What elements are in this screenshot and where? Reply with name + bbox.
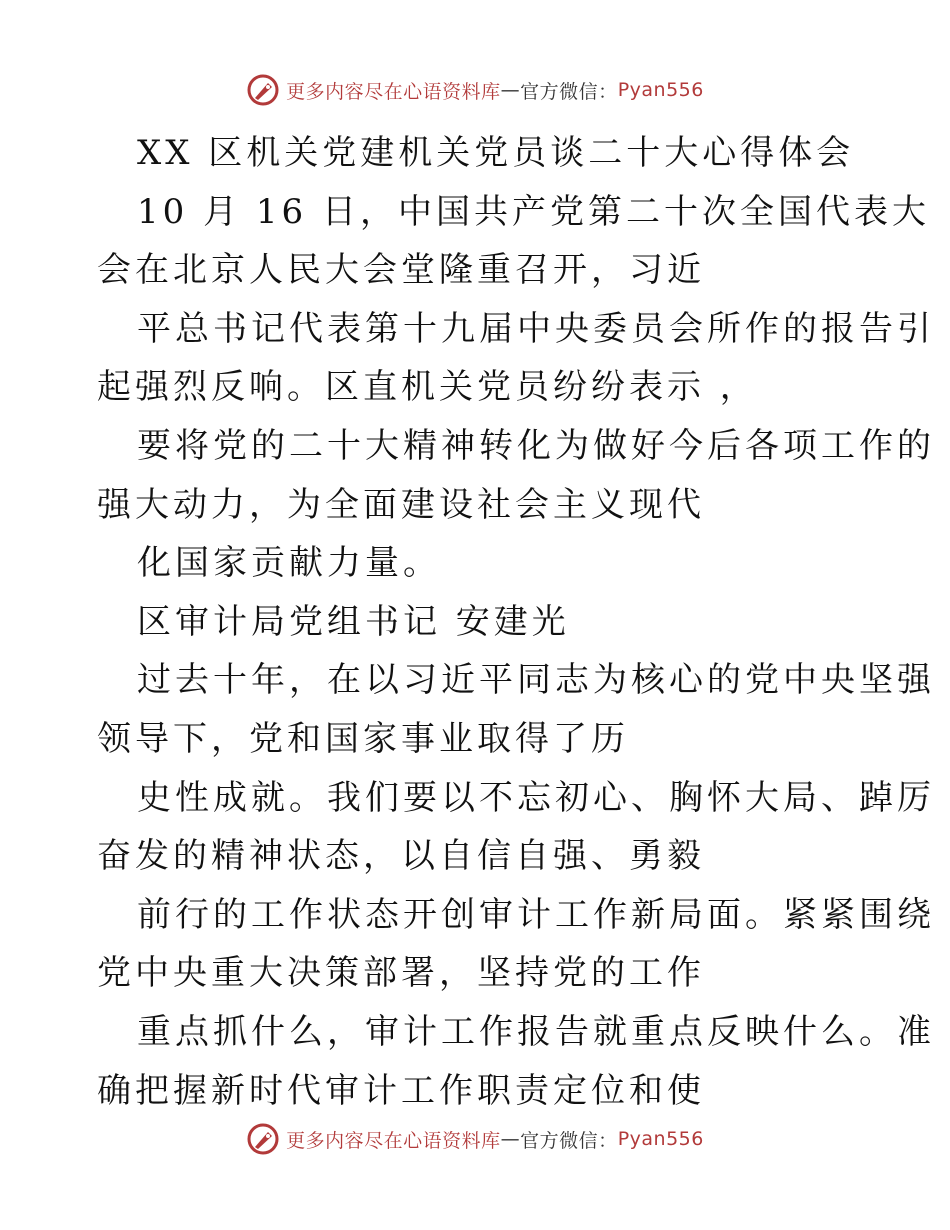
banner-official-label: 官方微信： (520, 80, 618, 103)
text-line: 确把握新时代审计工作职责定位和使 (97, 1070, 705, 1111)
text-line: 10 月 16 日，中国共产党第二十次全国代表大 (137, 191, 930, 232)
text-line: 要将党的二十大精神转化为做好今后各项工作的 (137, 425, 935, 466)
text-line: 重点抓什么，审计工作报告就重点反映什么。准 (137, 1011, 935, 1052)
text-line: 平总书记代表第十九届中央委员会所作的报告引 (137, 308, 935, 349)
text-line: 前行的工作状态开创审计工作新局面。紧紧围绕 (137, 894, 935, 935)
footer-banner (0, 1119, 950, 1159)
text-line: 过去十年，在以习近平同志为核心的党中央坚强 (137, 660, 935, 701)
banner-title: 更多内容尽在心语资料库 (286, 1129, 501, 1152)
banner-separator: — (500, 79, 521, 101)
banner-official-label: 官方微信： (520, 1129, 618, 1152)
text-line: 史性成就。我们要以不忘初心、胸怀大局、踔厉 (137, 777, 935, 818)
pen-nib-circle-icon (246, 73, 280, 107)
banner-separator: — (500, 1128, 521, 1150)
text-line: 奋发的精神状态，以自信自强、勇毅 (97, 836, 705, 877)
header-banner (0, 70, 950, 110)
text-line: 党中央重大决策部署，坚持党的工作 (97, 953, 705, 994)
banner-title: 更多内容尽在心语资料库 (286, 80, 501, 103)
text-line: 领导下，党和国家事业取得了历 (97, 718, 629, 759)
text-line: 强大动力，为全面建设社会主义现代 (97, 484, 705, 525)
text-line: 化国家贡献力量。 (137, 543, 441, 584)
speaker-line: 区审计局党组书记 安建光 (137, 601, 570, 642)
banner-account: Pyan556 (617, 79, 704, 101)
pen-nib-circle-icon (246, 1122, 280, 1156)
document-body (97, 124, 935, 1120)
document-title: XX 区机关党建机关党员谈二十大心得体会 (137, 133, 855, 173)
text-line: 起强烈反响。区直机关党员纷纷表示 ， (97, 367, 758, 408)
banner-account: Pyan556 (617, 1128, 704, 1150)
text-line: 会在北京人民大会堂隆重召开，习近 (97, 250, 705, 291)
